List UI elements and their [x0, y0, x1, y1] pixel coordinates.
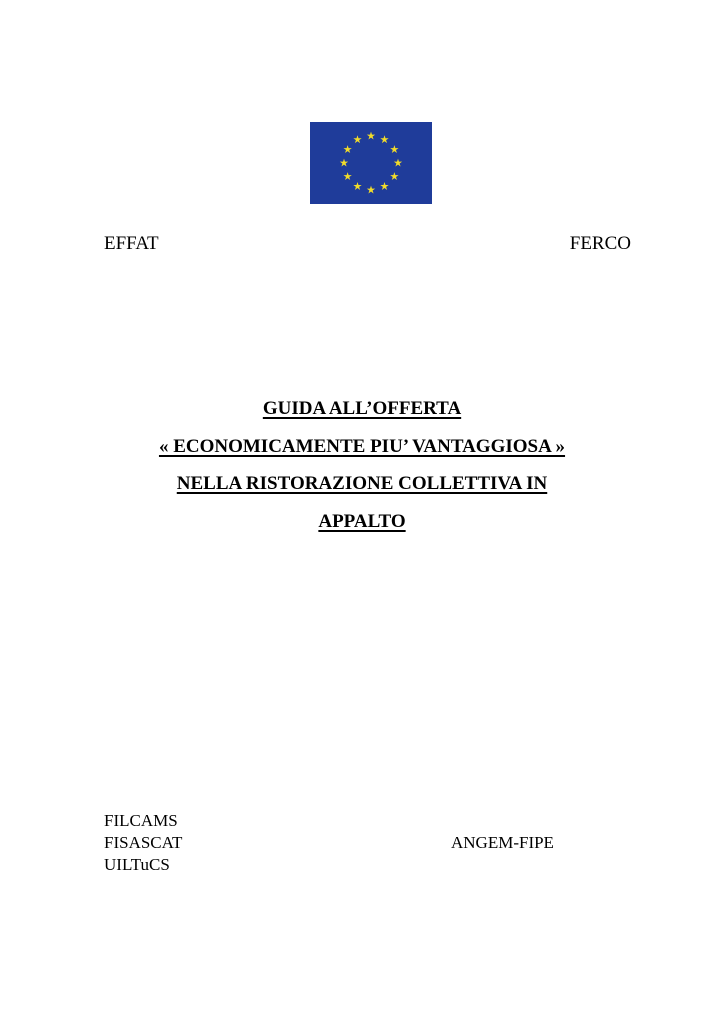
org-uiltucs: UILTuCS [104, 855, 170, 874]
title-line-3: NELLA RISTORAZIONE COLLETTIVA IN [176, 473, 548, 494]
title-line-4: APPALTO [318, 510, 406, 532]
document-title [0, 390, 724, 540]
org-filcams: FILCAMS [104, 811, 178, 830]
union-list [104, 810, 182, 876]
org-angem-fipe: ANGEM-FIPE [451, 833, 554, 852]
org-ferco: FERCO [569, 233, 631, 254]
eu-flag-icon [310, 122, 432, 204]
org-fisascat: FISASCAT [104, 833, 183, 852]
org-effat: EFFAT [104, 233, 159, 254]
title-line-2: « ECONOMICAMENTE PIU’ VANTAGGIOSA » [158, 435, 566, 457]
title-line-1: GUIDA ALL’OFFERTA [262, 398, 462, 419]
